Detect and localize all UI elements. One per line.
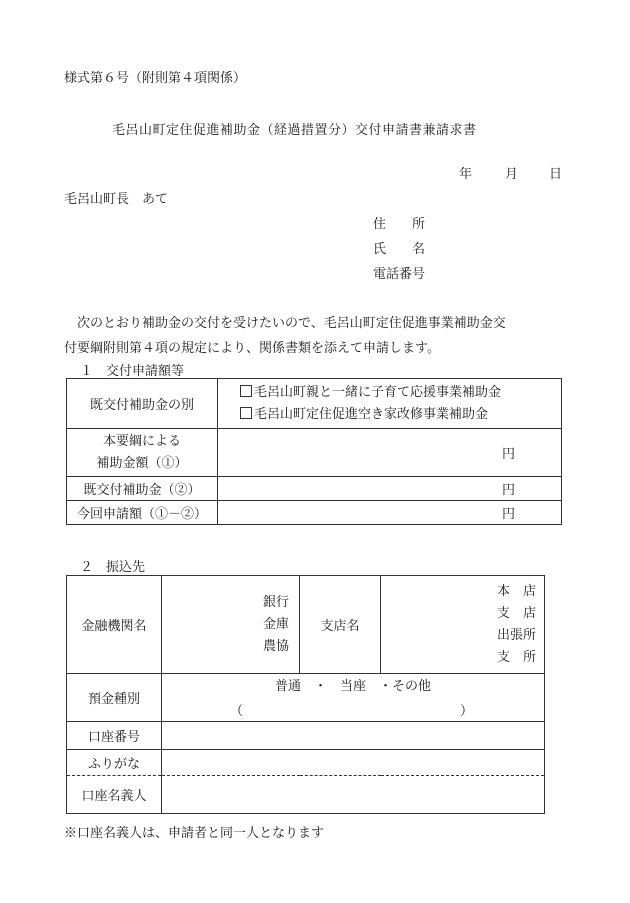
application-amount-table bbox=[66, 378, 562, 525]
account-number-field[interactable] bbox=[162, 722, 545, 750]
account-holder-field[interactable] bbox=[162, 776, 545, 814]
section1-heading: １ 交付申請額等 bbox=[80, 364, 185, 379]
applicant-phone-label: 電話番号 bbox=[373, 267, 426, 282]
bank-type-credit: 金庫 bbox=[262, 616, 289, 632]
prior-subsidy-field[interactable] bbox=[218, 477, 562, 501]
addressee: 毛呂山町長 あて bbox=[64, 192, 169, 207]
option-row-2[interactable] bbox=[218, 404, 561, 426]
furigana-field[interactable] bbox=[162, 750, 545, 776]
paren-close: ） bbox=[460, 703, 474, 719]
section2-heading: ２ 振込先 bbox=[80, 560, 146, 575]
branch-type-branch: 支 店 bbox=[496, 605, 536, 621]
form-number: 様式第６号（附則第４項関係） bbox=[64, 71, 247, 86]
date-year: 年 bbox=[459, 167, 473, 182]
checkbox-icon[interactable] bbox=[240, 385, 252, 397]
option-1-label: 毛呂山町親と一緒に子育て応援事業補助金 bbox=[254, 384, 502, 400]
applicant-name-label: 氏 名 bbox=[373, 242, 426, 257]
branch-type-office: 出張所 bbox=[496, 627, 536, 643]
branch-type-sub: 支 所 bbox=[496, 649, 536, 665]
deposit-options: 普通 ・ 当座 ・その他 bbox=[274, 678, 431, 694]
current-request-label: 今回申請額（①－②） bbox=[67, 501, 218, 525]
branch-name-field[interactable] bbox=[381, 576, 545, 674]
account-holder-note: ※口座名義人は、申請者と同一人となります bbox=[64, 826, 325, 841]
branch-type-main: 本 店 bbox=[496, 583, 536, 599]
checkbox-icon[interactable] bbox=[240, 407, 252, 419]
subsidy-type-options bbox=[218, 379, 562, 429]
date-day: 日 bbox=[549, 167, 563, 182]
bank-type-agri: 農協 bbox=[262, 638, 289, 654]
transfer-account-table bbox=[66, 575, 545, 814]
current-request-field[interactable] bbox=[218, 501, 562, 525]
option-row-1[interactable] bbox=[218, 382, 561, 404]
yen-unit: 円 bbox=[501, 447, 515, 462]
prior-subsidy-label: 既交付補助金（②） bbox=[67, 477, 218, 501]
furigana-label: ふりがな bbox=[67, 750, 162, 776]
date-month: 月 bbox=[505, 167, 519, 182]
body-text-line2: 付要綱附則第４項の規定により、関係書類を添えて申請します。 bbox=[64, 341, 440, 356]
yen-unit: 円 bbox=[501, 507, 515, 522]
subsidy-amount-label bbox=[67, 429, 218, 477]
bank-name-label: 金融機関名 bbox=[67, 576, 162, 674]
bank-name-field[interactable] bbox=[162, 576, 300, 674]
body-text-line1: 次のとおり補助金の交付を受けたいので、毛呂山町定住促進事業補助金交 bbox=[64, 316, 506, 331]
branch-name-label: 支店名 bbox=[300, 576, 381, 674]
subsidy-amount-field[interactable] bbox=[218, 429, 562, 477]
account-holder-label: 口座名義人 bbox=[67, 776, 162, 814]
account-number-label: 口座番号 bbox=[67, 722, 162, 750]
yen-unit: 円 bbox=[501, 483, 515, 498]
subsidy-type-label: 既交付補助金の別 bbox=[67, 379, 218, 429]
bank-type-bank: 銀行 bbox=[262, 594, 289, 610]
deposit-type-label: 預金種別 bbox=[67, 674, 162, 722]
option-2-label: 毛呂山町定住促進空き家改修事業補助金 bbox=[254, 406, 489, 422]
subsidy-amount-label-line1: 本要綱による bbox=[102, 433, 181, 449]
paren-open: （ bbox=[230, 703, 244, 719]
applicant-address-label: 住 所 bbox=[373, 217, 426, 232]
form-title: 毛呂山町定住促進補助金（経過措置分）交付申請書兼請求書 bbox=[112, 123, 477, 138]
subsidy-amount-label-line2: 補助金額（①） bbox=[96, 455, 188, 471]
deposit-type-field[interactable] bbox=[162, 674, 545, 722]
